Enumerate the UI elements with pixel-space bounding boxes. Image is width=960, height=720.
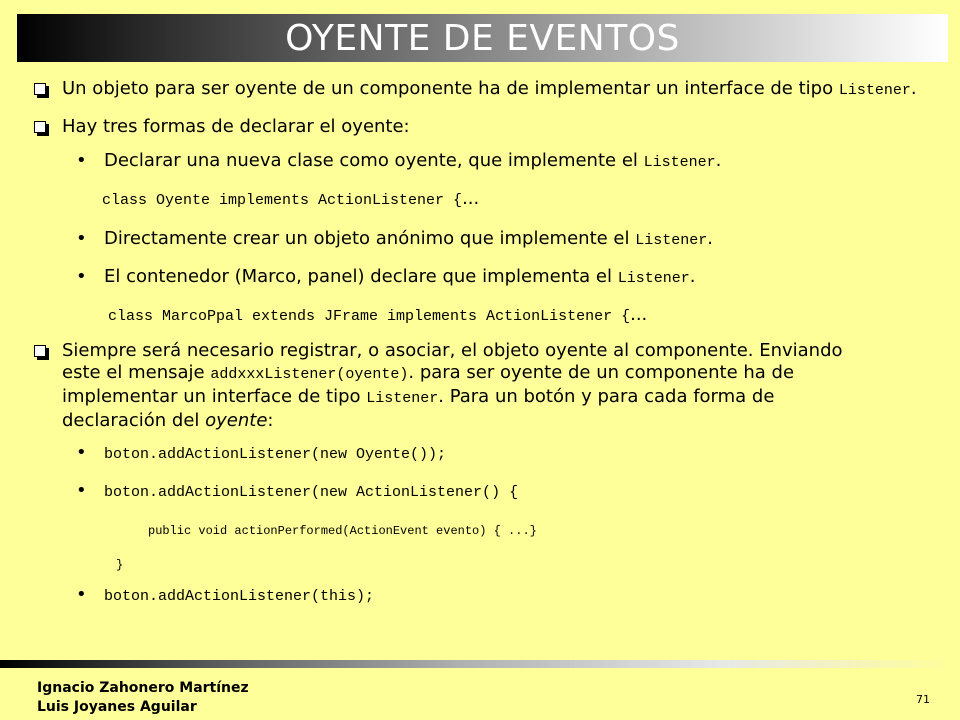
sub-list-item: • boton.addActionListener(new Oyente()); <box>76 442 447 463</box>
bullet-dot-icon: • <box>76 266 87 287</box>
sub-list-item: • boton.addActionListener(this); <box>76 584 375 605</box>
code-text: Listener <box>838 82 911 99</box>
checkbox-bullet-icon <box>34 83 46 95</box>
checkbox-bullet-icon <box>34 121 46 133</box>
sub-list-item: • Declarar una nueva clase como oyente, que implemente el Listener. <box>76 150 722 171</box>
author-name: Luis Joyanes Aguilar <box>37 699 197 715</box>
author-name: Ignacio Zahonero Martínez <box>37 680 249 696</box>
sub-list-item: • El contenedor (Marco, panel) declare que implementa el Listener. <box>76 266 696 287</box>
code-text: addxxxListener(oyente) <box>210 366 409 383</box>
code-text: Listener <box>643 154 716 171</box>
title-bar <box>17 14 948 62</box>
page-title: OYENTE DE EVENTOS <box>285 18 680 59</box>
bullet-dot-icon: • <box>76 584 87 605</box>
footer-divider <box>0 660 960 668</box>
sub-list-item: • Directamente crear un objeto anónimo que implemente el Listener. <box>76 228 713 249</box>
bullet-dot-icon: • <box>76 228 87 249</box>
code-example: class MarcoPpal extends JFrame implements ActionListener {... <box>108 304 648 325</box>
code-text: Listener <box>366 390 439 407</box>
list-item: Siempre será necesario registrar, o asociar, el objeto oyente al componente. Enviando este el mensaje addxxxListener(oyente). para ser oyente de un componente ha de implementar un interface de tipo Listener. Para un botón y para cada forma de declaración del oyente: <box>28 340 928 432</box>
code-text: Listener <box>635 232 708 249</box>
code-example: } <box>116 558 124 572</box>
code-text: Listener <box>617 270 690 287</box>
slide-content <box>28 78 928 622</box>
sub-list-item: • boton.addActionListener(new ActionListener() { <box>76 480 519 501</box>
list-item: Hay tres formas de declarar el oyente: <box>28 116 928 138</box>
bullet-dot-icon: • <box>76 442 87 463</box>
bullet-dot-icon: • <box>76 150 87 171</box>
page-number: 71 <box>916 693 930 706</box>
bullet-dot-icon: • <box>76 480 87 501</box>
checkbox-bullet-icon <box>34 345 46 357</box>
footer-authors <box>37 679 249 717</box>
code-example: class Oyente implements ActionListener {... <box>102 188 480 209</box>
code-example: public void actionPerformed(ActionEvent evento) { ...} <box>148 524 537 538</box>
list-item: Un objeto para ser oyente de un componente ha de implementar un interface de tipo Listener. <box>28 78 928 102</box>
